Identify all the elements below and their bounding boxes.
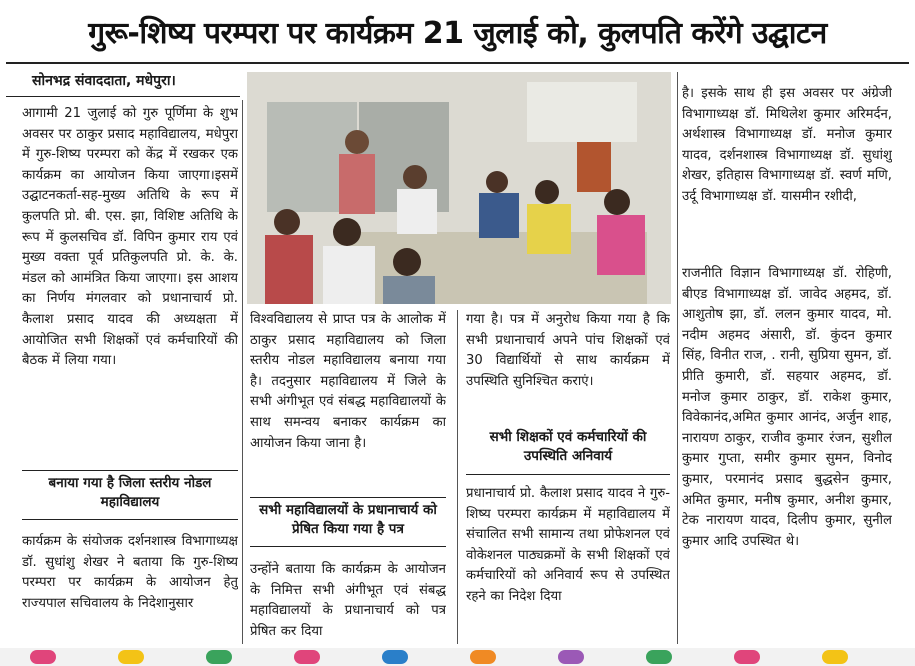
meeting-photo [247,72,671,304]
col2-subhead: सभी महाविद्यालयों के प्रधानाचार्य को प्रेषित किया गया है पत्र [259,502,437,537]
bottom-strip [0,648,915,666]
col1-subhead: बनाया गया है जिला स्तरीय नोडल महाविद्यालय [48,475,212,510]
strip-dot [30,650,56,664]
meeting-photo-illustration [247,72,671,304]
strip-dot [118,650,144,664]
column-divider-1 [242,100,243,644]
col2-subhead-rule-top [250,497,446,498]
col3-para1: गया है। पत्र में अनुरोध किया गया है कि सभी प्रधानाचार्य अपने पांच शिक्षकों एवं 30 विद्यार्थियों से साथ कार्यक्रम में उपस्थिति सुनिश्चित कराएं। [466,312,670,389]
strip-dot [558,650,584,664]
col1-intro: आगामी 21 जुलाई को गुरु पूर्णिमा के शुभ अवसर पर ठाकुर प्रसाद महाविद्यालय, मधेपुरा में गुरु-शिष्य परम्परा को केंद्र में रखकर एक कार्यक्रम का आयोजन किया जाएगा।इसमें उद्घाटनकर्ता-सह-मुख्य अतिथि के रूप में कुलपति प्रो. बी. एस. झा, विशिष्ट अतिथि के रूप में कुलसचिव डॉ. विपिन कुमार राय एवं मुख्य वक्ता पूर्व प्रतिकुलपति प्रो. के. के. मंडल को आमंत्रित किया जाएगा। इस आशय का निर्णय मंगलवार को प्रधानाचार्य प्रो. कैलाश प्रसाद यादव की अध्यक्षता में आयोजित सभी शिक्षकों एवं कर्मचारियों की बैठक में लिया गया। [22,106,238,369]
strip-dot [646,650,672,664]
strip-dot [734,650,760,664]
byline-rule [6,96,240,97]
col3-para2: प्रधानाचार्य प्रो. कैलाश प्रसाद यादव ने गुरु-शिष्य परम्परा कार्यक्रम में महाविद्यालय में संचालित सभी सामान्य तथा प्रोफेशनल एवं वोकेशनल पाठ्यक्रमों के सभी शिक्षकों एवं कर्मचारियों को अनिवार्य रूप से उपस्थित रहने का निदेश दिया [466,486,670,604]
strip-dot [294,650,320,664]
column-divider-3 [677,72,678,644]
col2-para1: विश्वविद्यालय से प्राप्त पत्र के आलोक में ठाकुर प्रसाद महाविद्यालय को जिला स्तरीय नोडल महाविद्यालय बनाया गया है। तदनुसार महाविद्यालय में जिले के सभी अंगीभूत एवं संबद्ध महाविद्यालयों के साथ समन्वय बनाकर कार्यक्रम का आयोजन किया जाना है। [250,312,446,451]
col1-subhead-rule-bottom [22,519,238,520]
col1-subhead-rule-top [22,470,238,471]
strip-dot [822,650,848,664]
column-divider-2 [457,310,458,644]
strip-dot [470,650,496,664]
headline: गुरू-शिष्य परम्परा पर कार्यक्रम 21 जुलाई को, कुलपति करेंगे उद्घाटन [88,16,827,51]
col3-subhead-rule [466,474,670,475]
strip-dot [206,650,232,664]
col4-para2: राजनीति विज्ञान विभागाध्यक्ष डॉ. रोहिणी, बीएड विभागाध्यक्ष डॉ. जावेद अहमद, डॉ. आशुतोष झा, डॉ. ललन कुमार यादव, मो. नदीम अहमद अंसारी, डॉ. कुंदन कुमार सिंह, विनीत राज, . रानी, सुप्रिया सुमन, डॉ. प्रीति कुमारी, डॉ. सहयार अहमद, डॉ. मनोज कुमार ठाकुर, डॉ. राकेश कुमार, विवेकानंद,अमित कुमार आनंद, अर्जुन शाह, नारायण ठाकुर, राजीव कुमार रंजन, सुशील कुमार गुप्ता, समीर कुमार सुमन, विनोद कुमार, परमानंद प्रसाद बुद्धसेन कुमार, अमित कुमार, मनीष कुमार, अनीश कुमार, टेक नारायण यादव, दिलीप कुमार, सुनील कुमार आदि उपस्थित थे। [682,266,892,549]
byline: सोनभद्र संवाददाता, मधेपुरा। [32,73,176,89]
col4-para1: है। इसके साथ ही इस अवसर पर अंग्रेजी विभागाध्यक्ष डॉ. मिथिलेश कुमार अरिमर्दन, अर्थशास्त्र विभागाध्यक्ष डॉ. मनोज कुमार यादव, दर्शनशास्त्र विभागाध्यक्ष डॉ. सुधांशु शेखर, इतिहास विभागाध्यक्ष डॉ. स्वर्ण मणि, उर्दू विभागाध्यक्ष डॉ. यासमीन रशीदी, [682,86,892,204]
col3-subhead: सभी शिक्षकों एवं कर्मचारियों की उपस्थिति अनिवार्य [489,429,647,464]
col2-subhead-rule-bottom [250,546,446,547]
col2-para2: उन्होंने बताया कि कार्यक्रम के आयोजन के निमित्त सभी अंगीभूत एवं संबद्ध महाविद्यालयों के प्रधानाचार्य को पत्र प्रेषित कर दिया [250,562,446,639]
strip-dot [382,650,408,664]
headline-rule [6,62,909,64]
col1-para2: कार्यक्रम के संयोजक दर्शनशास्त्र विभागाध्यक्ष डॉ. सुधांशु शेखर ने बताया कि गुरु-शिष्य परम्परा पर कार्यक्रम के आयोजन हेतु राज्यपाल सचिवालय के निदेशानुसार [22,534,238,611]
